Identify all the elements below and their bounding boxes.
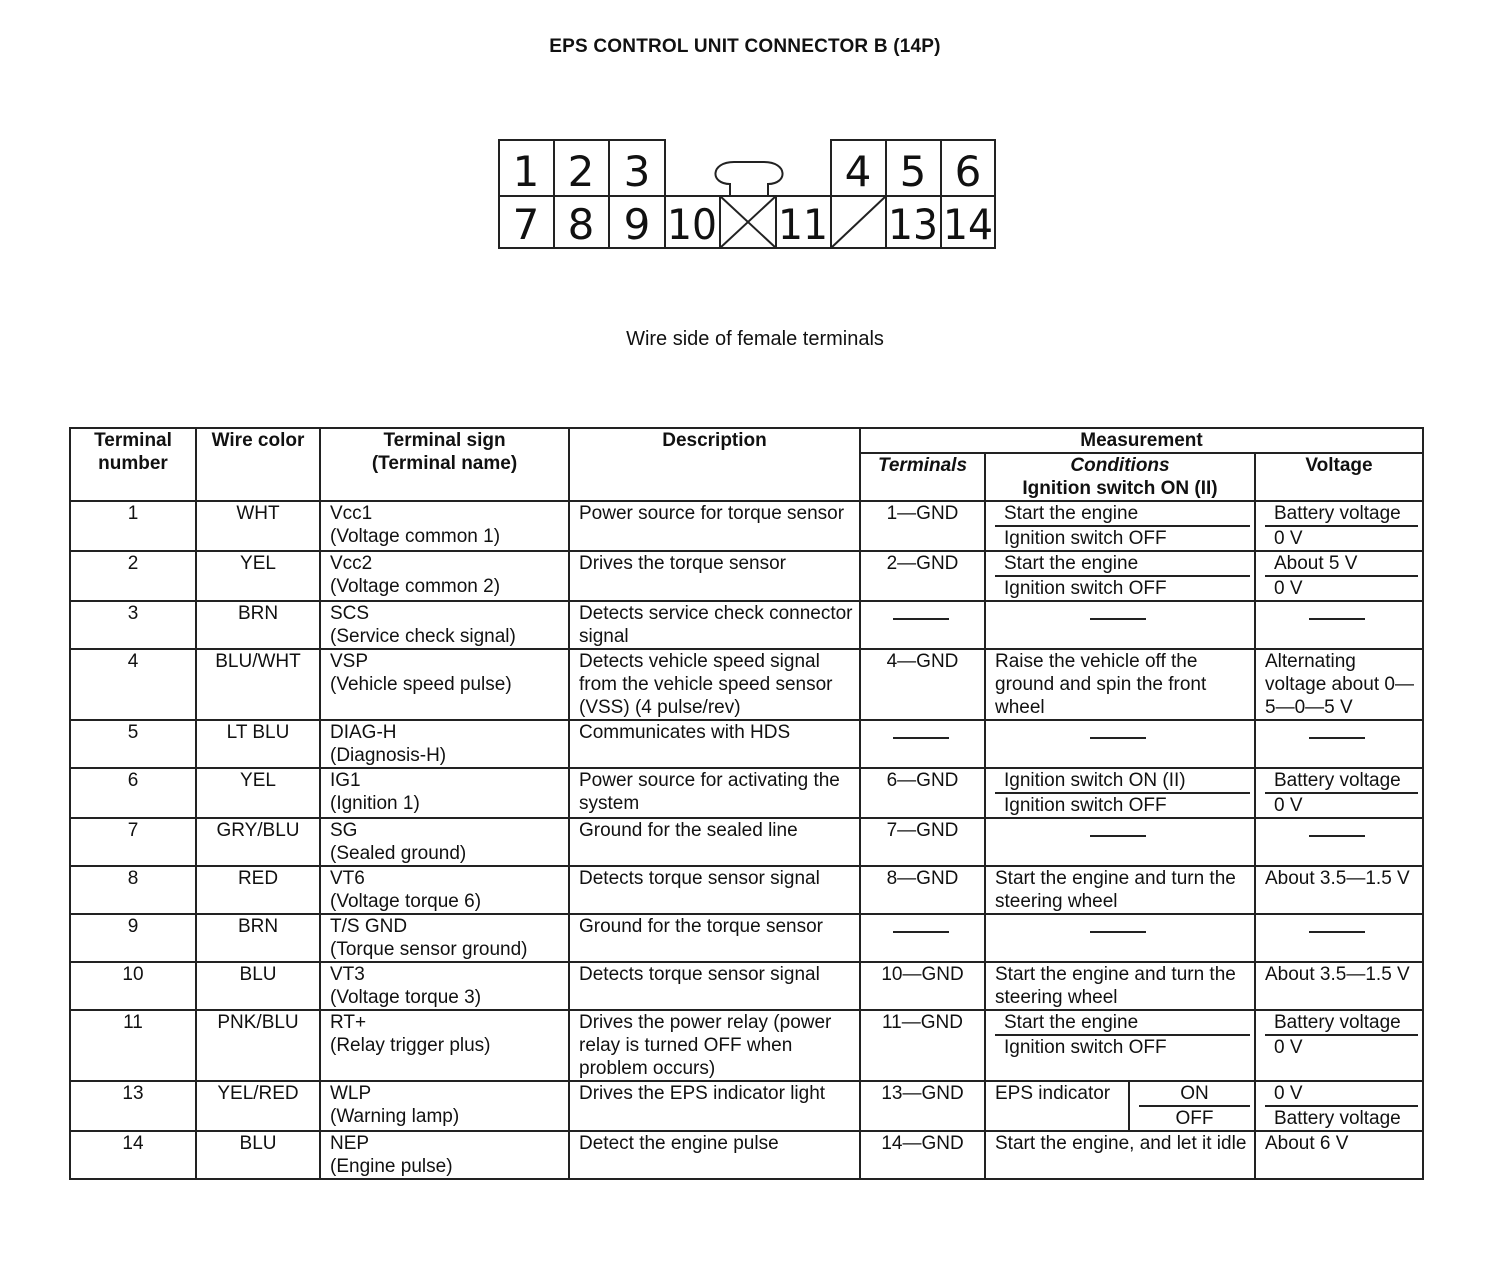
terminal-number: 13 xyxy=(70,1081,196,1131)
terminals: 7—GND xyxy=(860,818,985,866)
voltage xyxy=(1255,768,1423,818)
terminal-sign xyxy=(320,720,569,768)
terminal-number: 2 xyxy=(70,551,196,601)
condition: Ignition switch ON (II) xyxy=(1004,770,1186,791)
wire-color: LT BLU xyxy=(196,720,320,768)
sign-name: (Ignition 1) xyxy=(330,793,420,814)
terminal-sign xyxy=(320,818,569,866)
wire-color: WHT xyxy=(196,501,320,551)
voltage-value: Battery voltage xyxy=(1274,503,1401,524)
terminals: 14—GND xyxy=(860,1131,985,1179)
voltage xyxy=(1255,1010,1423,1081)
pin-8: 8 xyxy=(567,200,595,249)
connector-caption: Wire side of female terminals xyxy=(626,328,884,350)
wire-color: BLU/WHT xyxy=(196,649,320,720)
wire-color: RED xyxy=(196,866,320,914)
terminal-number: 5 xyxy=(70,720,196,768)
pin-1: 1 xyxy=(512,147,540,196)
terminals: 11—GND xyxy=(860,1010,985,1081)
terminal-number: 1 xyxy=(70,501,196,551)
pin-11: 11 xyxy=(778,200,828,249)
terminal-sign xyxy=(320,1081,569,1131)
condition: Ignition switch OFF xyxy=(995,525,1250,550)
header-conditions-sub: Ignition switch ON (II) xyxy=(1022,478,1218,499)
description: Power source for activating the system xyxy=(569,768,860,818)
voltage-value: About 5 V xyxy=(1274,553,1358,574)
header-conditions-label: Conditions xyxy=(1070,455,1170,476)
pin-14: 14 xyxy=(943,200,993,249)
voltage-dash xyxy=(1255,914,1423,962)
pin-7: 7 xyxy=(512,200,540,249)
terminals: 1—GND xyxy=(860,501,985,551)
voltage-value: 0 V xyxy=(1265,792,1418,817)
sign-name: (Voltage torque 6) xyxy=(330,891,482,912)
description: Power source for torque sensor xyxy=(569,501,860,551)
conditions xyxy=(985,551,1255,601)
description: Ground for the torque sensor xyxy=(569,914,860,962)
description: Detect the engine pulse xyxy=(569,1131,860,1179)
terminal-sign xyxy=(320,1131,569,1179)
connector-diagram xyxy=(498,138,998,250)
voltage-dash xyxy=(1255,720,1423,768)
table-row xyxy=(70,962,1423,1010)
sign-code: T/S GND xyxy=(330,916,408,937)
table-row xyxy=(70,649,1423,720)
table-row xyxy=(70,1131,1423,1179)
sign-code: RT+ xyxy=(330,1012,367,1033)
terminal-sign xyxy=(320,1010,569,1081)
table-row xyxy=(70,551,1423,601)
terminal-sign xyxy=(320,649,569,720)
sign-name: (Sealed ground) xyxy=(330,843,467,864)
wire-color: YEL xyxy=(196,551,320,601)
description: Drives the EPS indicator light xyxy=(569,1081,860,1131)
sign-name: (Service check signal) xyxy=(330,626,516,647)
terminals: 13—GND xyxy=(860,1081,985,1131)
sign-code: VT6 xyxy=(330,868,365,889)
terminals: 4—GND xyxy=(860,649,985,720)
sign-code: SG xyxy=(330,820,358,841)
sign-name: (Relay trigger plus) xyxy=(330,1035,491,1056)
sign-name: (Vehicle speed pulse) xyxy=(330,674,512,695)
terminal-sign xyxy=(320,914,569,962)
pin-5: 5 xyxy=(899,147,927,196)
voltage-value: 0 V xyxy=(1265,575,1418,600)
sign-code: DIAG-H xyxy=(330,722,397,743)
table-row xyxy=(70,914,1423,962)
table-row xyxy=(70,866,1423,914)
header-terminal-name-label: (Terminal name) xyxy=(371,453,518,474)
conditions xyxy=(985,768,1255,818)
header-voltage: Voltage xyxy=(1255,453,1423,501)
sign-name: (Voltage common 1) xyxy=(330,526,501,547)
wire-color: YEL/RED xyxy=(196,1081,320,1131)
voltage-value: 0 V xyxy=(1265,525,1418,550)
sign-code: NEP xyxy=(330,1133,370,1154)
table-row xyxy=(70,1081,1423,1131)
voltage-value: Battery voltage xyxy=(1274,770,1401,791)
header-terminal-sign-label: Terminal sign xyxy=(383,430,506,451)
description: Detects torque sensor signal xyxy=(569,866,860,914)
terminal-sign xyxy=(320,866,569,914)
pin-4: 4 xyxy=(844,147,872,196)
table-row xyxy=(70,501,1423,551)
sign-name: (Voltage common 2) xyxy=(330,576,501,597)
header-description: Description xyxy=(569,428,860,501)
table-row xyxy=(70,720,1423,768)
description: Drives the power relay (power relay is turned OFF when problem occurs) xyxy=(569,1010,860,1081)
pin-13: 13 xyxy=(888,200,938,249)
voltage xyxy=(1255,501,1423,551)
voltage-value: Battery voltage xyxy=(1274,1012,1401,1033)
condition: Start the engine xyxy=(1004,1012,1139,1033)
terminal-sign xyxy=(320,551,569,601)
header-terminal-number: Terminal number xyxy=(70,428,196,501)
conditions-dash xyxy=(985,720,1255,768)
sign-code: IG1 xyxy=(330,770,361,791)
voltage xyxy=(1255,1081,1423,1131)
header-wire-color: Wire color xyxy=(196,428,320,501)
sign-code: WLP xyxy=(330,1083,372,1104)
voltage-value: Battery voltage xyxy=(1265,1105,1418,1130)
sign-code: Vcc1 xyxy=(330,503,373,524)
pin-10: 10 xyxy=(667,200,717,249)
terminal-sign xyxy=(320,601,569,649)
condition: Ignition switch OFF xyxy=(995,792,1250,817)
wire-color: PNK/BLU xyxy=(196,1010,320,1081)
header-terminals: Terminals xyxy=(860,453,985,501)
conditions-dash xyxy=(985,601,1255,649)
conditions: Start the engine, and let it idle xyxy=(985,1131,1255,1179)
terminal-number: 4 xyxy=(70,649,196,720)
sign-name: (Diagnosis-H) xyxy=(330,745,447,766)
table-row xyxy=(70,768,1423,818)
indicator-off: OFF xyxy=(1139,1105,1250,1130)
terminals-dash xyxy=(860,720,985,768)
terminal-sign xyxy=(320,501,569,551)
description: Ground for the sealed line xyxy=(569,818,860,866)
conditions: Start the engine and turn the steering wheel xyxy=(985,962,1255,1010)
conditions: Start the engine and turn the steering wheel xyxy=(985,866,1255,914)
condition: Ignition switch OFF xyxy=(995,1034,1250,1059)
wire-color: BRN xyxy=(196,914,320,962)
conditions xyxy=(985,1010,1255,1081)
terminal-number: 8 xyxy=(70,866,196,914)
terminal-table xyxy=(69,427,1424,1180)
conditions-dash xyxy=(985,818,1255,866)
condition: Ignition switch OFF xyxy=(995,575,1250,600)
voltage-dash xyxy=(1255,601,1423,649)
pin-2: 2 xyxy=(567,147,595,196)
wire-color: BLU xyxy=(196,962,320,1010)
sign-code: VSP xyxy=(330,651,369,672)
description: Detects service check connector signal xyxy=(569,601,860,649)
pin-9: 9 xyxy=(623,200,651,249)
voltage-value: 0 V xyxy=(1274,1083,1303,1104)
terminal-number: 14 xyxy=(70,1131,196,1179)
table-row xyxy=(70,1010,1423,1081)
voltage xyxy=(1255,551,1423,601)
indicator-states xyxy=(1129,1081,1255,1131)
sign-name: (Torque sensor ground) xyxy=(330,939,528,960)
terminal-sign xyxy=(320,962,569,1010)
sign-name: (Engine pulse) xyxy=(330,1156,453,1177)
voltage: About 3.5—1.5 V xyxy=(1255,962,1423,1010)
conditions-dash xyxy=(985,914,1255,962)
terminal-sign xyxy=(320,768,569,818)
voltage: Alternating voltage about 0—5—0—5 V xyxy=(1255,649,1423,720)
terminal-number: 11 xyxy=(70,1010,196,1081)
voltage-dash xyxy=(1255,818,1423,866)
header-conditions xyxy=(985,453,1255,501)
header-measurement: Measurement xyxy=(860,428,1423,453)
conditions xyxy=(985,501,1255,551)
description: Drives the torque sensor xyxy=(569,551,860,601)
terminals: 8—GND xyxy=(860,866,985,914)
terminals: 10—GND xyxy=(860,962,985,1010)
terminal-number: 7 xyxy=(70,818,196,866)
terminals: 2—GND xyxy=(860,551,985,601)
wire-color: BLU xyxy=(196,1131,320,1179)
indicator-on: ON xyxy=(1180,1083,1209,1104)
terminal-number: 6 xyxy=(70,768,196,818)
pin-3: 3 xyxy=(623,147,651,196)
condition-label: EPS indicator xyxy=(985,1081,1129,1131)
condition: Start the engine xyxy=(1004,553,1139,574)
sign-name: (Voltage torque 3) xyxy=(330,987,482,1008)
header-terminal-sign xyxy=(320,428,569,501)
pin-6: 6 xyxy=(954,147,982,196)
table-row xyxy=(70,818,1423,866)
description: Detects vehicle speed signal from the vehicle speed sensor (VSS) (4 pulse/rev) xyxy=(569,649,860,720)
wire-color: GRY/BLU xyxy=(196,818,320,866)
terminals: 6—GND xyxy=(860,768,985,818)
sign-code: Vcc2 xyxy=(330,553,373,574)
table-row xyxy=(70,601,1423,649)
terminal-number: 10 xyxy=(70,962,196,1010)
condition: Start the engine xyxy=(1004,503,1139,524)
wire-color: BRN xyxy=(196,601,320,649)
sign-code: SCS xyxy=(330,603,370,624)
voltage-value: 0 V xyxy=(1265,1034,1418,1059)
terminals-dash xyxy=(860,601,985,649)
terminal-number: 9 xyxy=(70,914,196,962)
terminals-dash xyxy=(860,914,985,962)
sign-code: VT3 xyxy=(330,964,365,985)
page-title: EPS CONTROL UNIT CONNECTOR B (14P) xyxy=(549,36,941,57)
wire-color: YEL xyxy=(196,768,320,818)
conditions: Raise the vehicle off the ground and spin the front wheel xyxy=(985,649,1255,720)
voltage: About 3.5—1.5 V xyxy=(1255,866,1423,914)
description: Communicates with HDS xyxy=(569,720,860,768)
description: Detects torque sensor signal xyxy=(569,962,860,1010)
terminal-number: 3 xyxy=(70,601,196,649)
sign-name: (Warning lamp) xyxy=(330,1106,460,1127)
voltage: About 6 V xyxy=(1255,1131,1423,1179)
